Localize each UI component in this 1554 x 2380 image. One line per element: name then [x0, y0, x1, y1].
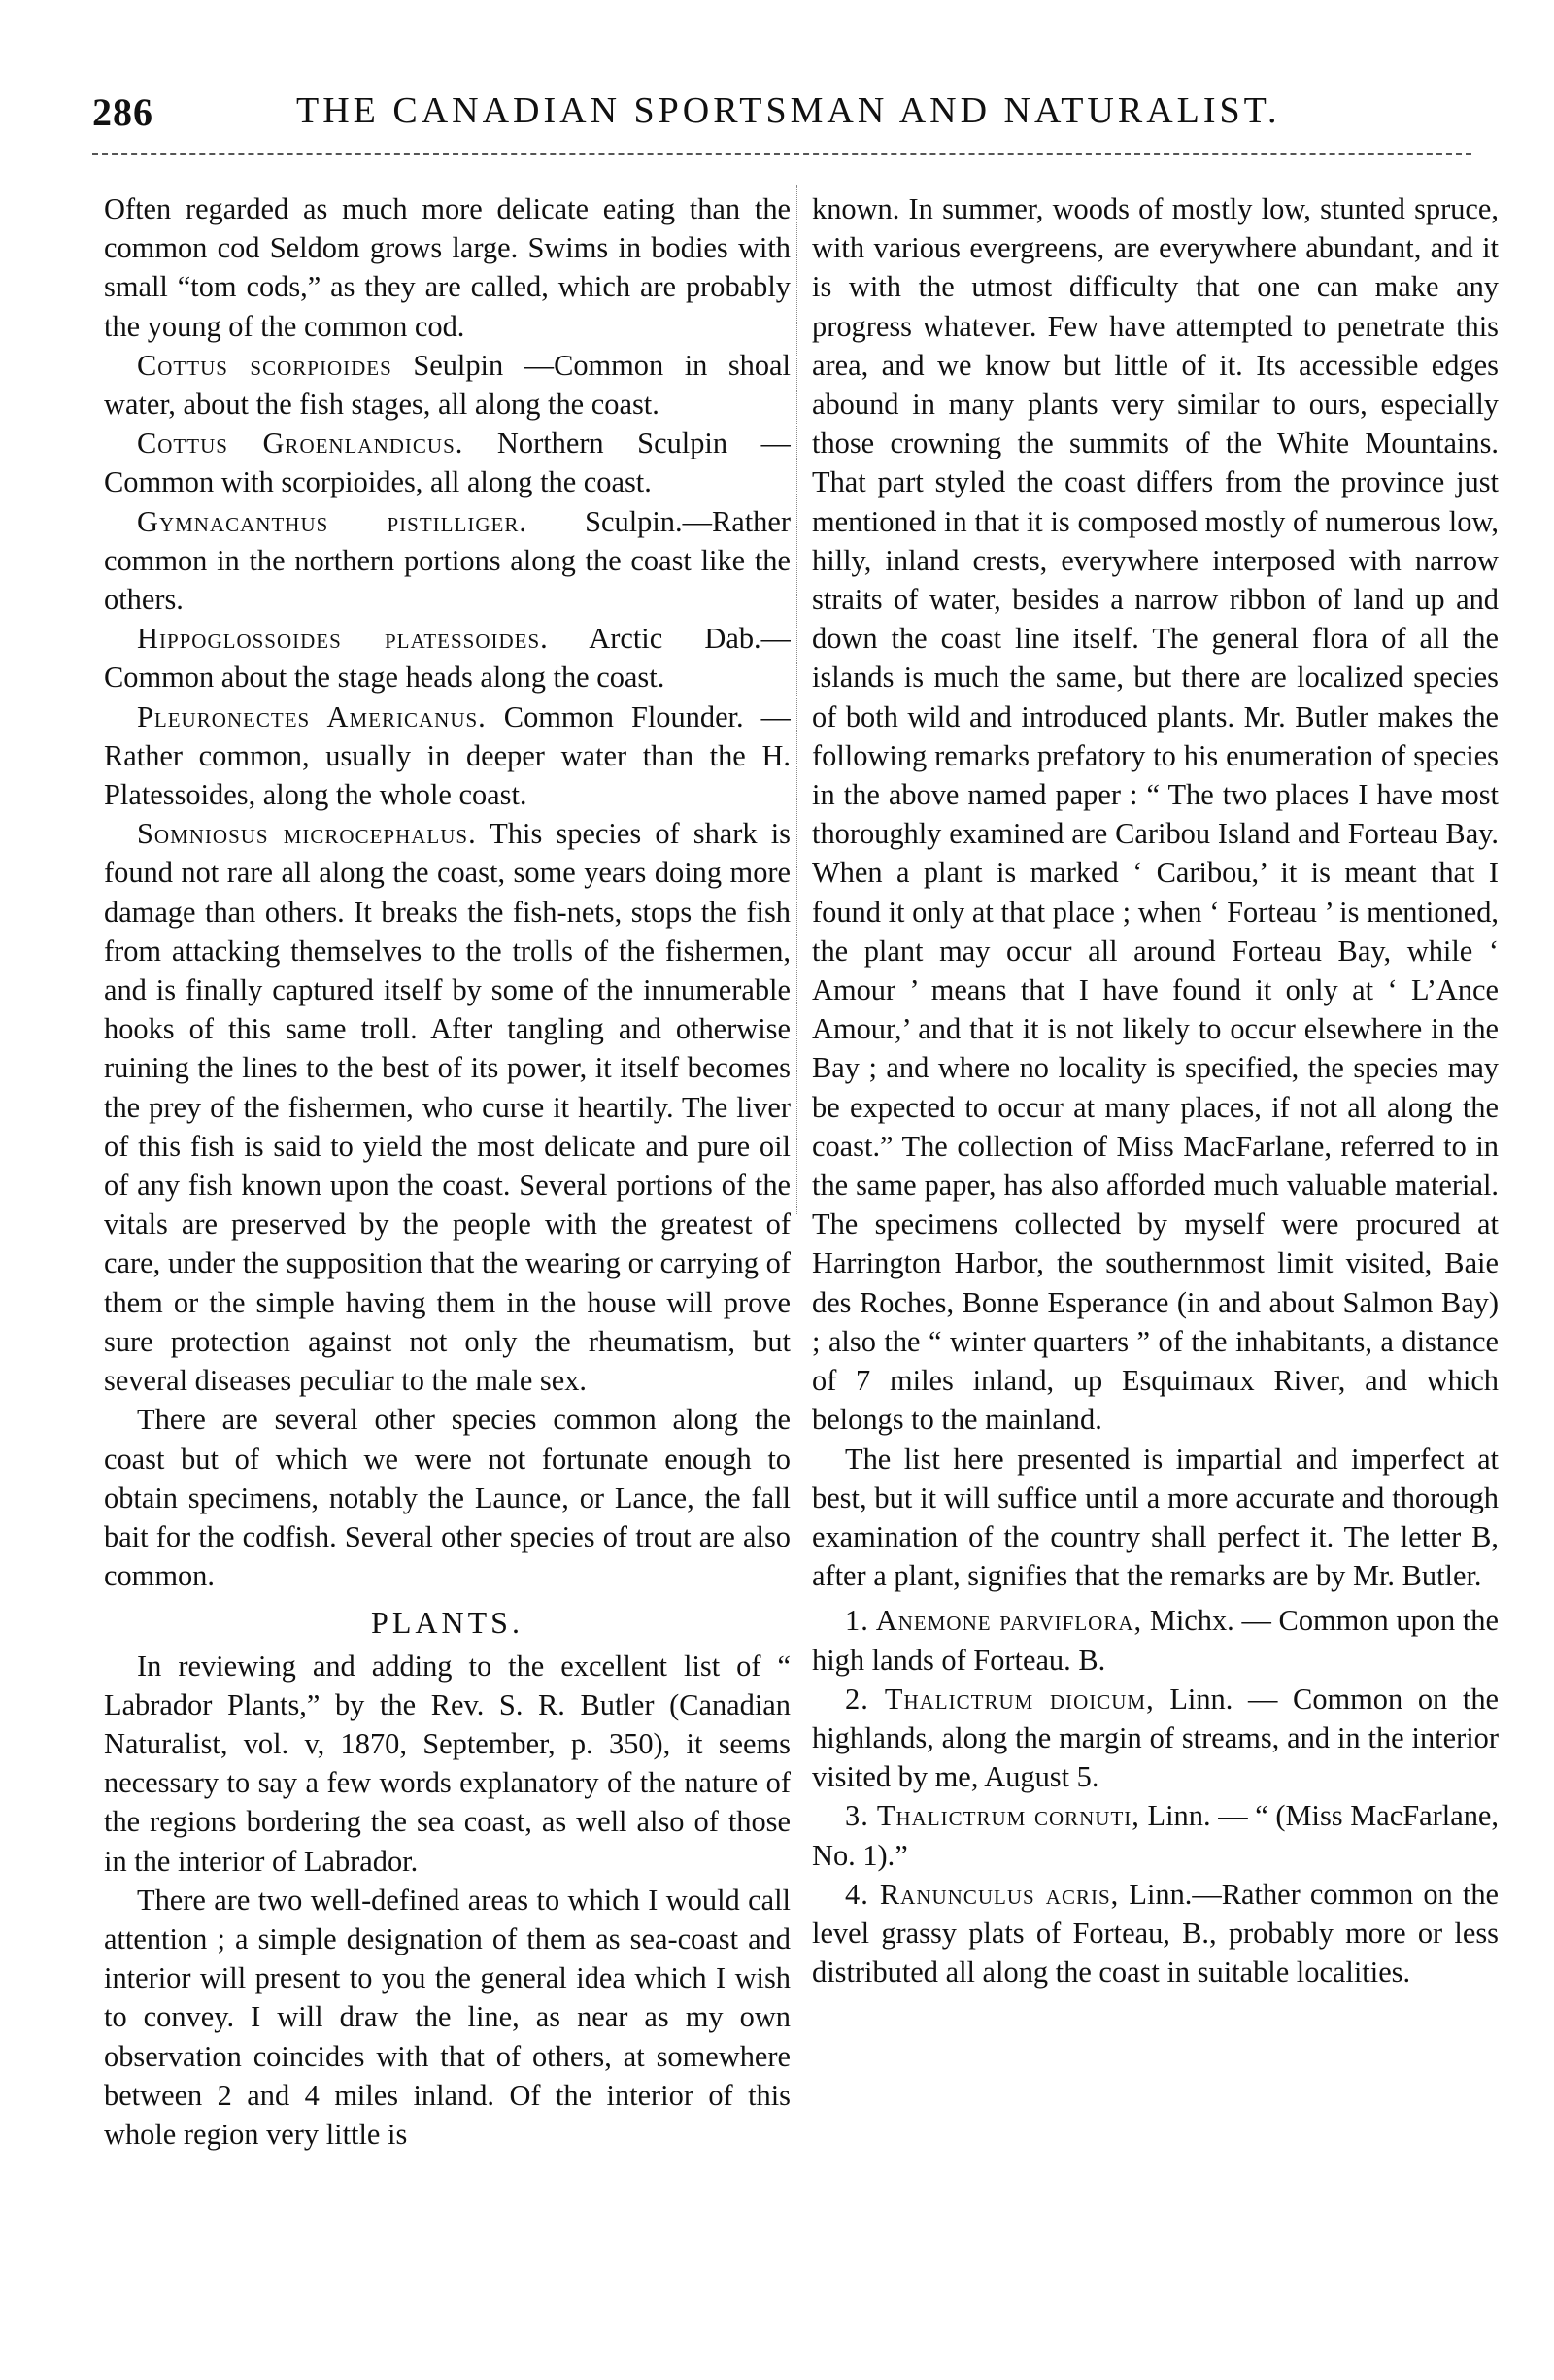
- fish-entry: [104, 346, 791, 424]
- species-text: Linn. — Common on the highlands, along the margin of streams, and in the interior visited by me, August 5.: [812, 1682, 1499, 1794]
- species-text: Linn.—Rather common on the level grassy plats of Forteau, B., probably more or less distributed all along the coast in suitable localities.: [812, 1877, 1499, 1989]
- entry-text: Seulpin —Common in shoal water, about the fish stages, all along the coast.: [104, 348, 791, 422]
- plants-paragraph: [812, 1440, 1499, 1596]
- paragraph-text: Often regarded as much more delicate eating than the common cod Seldom grows large. Swims in bodies with small “tom cods,” as they are called, which are probably the young of the common cod.: [104, 192, 791, 343]
- column-divider: [796, 185, 797, 1214]
- species-label: 2. Thalictrum dioicum,: [845, 1682, 1155, 1716]
- species-label: 1. Anemone parviflora,: [845, 1604, 1143, 1638]
- fish-entry: [104, 502, 791, 620]
- running-title: THE CANADIAN SPORTSMAN AND NATURALIST.: [296, 90, 1281, 131]
- fish-entry: [104, 619, 791, 697]
- species-name: Cottus scorpioides: [137, 348, 392, 382]
- species-name: Pleuronectes Americanus.: [137, 699, 487, 733]
- paragraph-text: known. In summer, woods of mostly low, stunted spruce, with various evergreens, are everywhere abundant, and it is with the utmost difficulty that one can make any progress whatever. Few have attempted to penetrate this area, and we know but little of it. Its accessible edges abound in many plants very similar to ours, especially those crowning the summits of the White Mountains. That part styled the coast differs from the province just mentioned in that it is composed mostly of numerous low, hilly, inland crests, everywhere interposed with narrow straits of water, besides a narrow ribbon of land up and down the coast line itself. The general flora of all the islands is much the same, but there are localized species of both wild and introduced plants. Mr. Butler makes the following remarks prefatory to his enumeration of species in the above named paper : “ The two places I have most thoroughly examined are Caribou Island and Forteau Bay. When a plant is marked ‘ Caribou,’ it is meant that I found it only at that place ; when ‘ Forteau ’ is mentioned, the plant may occur all around Forteau Bay, while ‘ Amour ’ means that I have found it only at ‘ L’Ance Amour,’ and that it is not likely to occur elsewhere in the Bay ; and where no locality is specified, the species may be expected to occur at many places, if not all along the coast.” The collection of Miss MacFarlane, referred to in the same paper, has also afforded much valuable material. The specimens collected by myself were procured at Harrington Harbor, the southernmost limit visited, Baie des Roches, Bonne Esperance (in and about Salmon Bay) ; also the “ winter quarters ” of the inhabitants, a distance of 7 miles inland, up Esquimaux River, and which belongs to the mainland.: [812, 192, 1499, 1437]
- entry-text: Northern Sculpin — Common with scorpioides, all along the coast.: [104, 426, 791, 499]
- species-list-item: [812, 1680, 1499, 1797]
- species-name: Somniosus microcephalus.: [137, 817, 477, 851]
- fish-paragraph: [104, 189, 791, 346]
- entry-text: This species of shark is found not rare all along the coast, some years doing more damage than others. It breaks the fish-nets, stops the fish from attacking themselves to the trolls of the fishermen, and is finally captured itself by some of the innumerable hooks of this same troll. After tangling and otherwise ruining the lines to the best of its power, it itself becomes the prey of the fishermen, who curse it heartily. The liver of this fish is said to yield the most delicate and pure oil of any fish known upon the coast. Several portions of the vitals are preserved by the people with the greatest of care, under the supposition that the wearing or carrying of them or the simple having them in the house will prove sure protection against not only the rheumatism, but several diseases peculiar to the male sex.: [104, 817, 791, 1398]
- paragraph-text: The list here presented is impartial and imperfect at best, but it will suffice until a more accurate and thorough examination of the country shall perfect it. The letter B, after a plant, signifies that the remarks are by Mr. Butler.: [812, 1442, 1499, 1593]
- header-rule: [92, 153, 1471, 155]
- paragraph-text: In reviewing and adding to the excellent list of “ Labrador Plants,” by the Rev. S. R. Butler (Canadian Naturalist, vol. v, 1870, September, p. 350), it seems necessary to say a few words explanatory of the nature of the regions bordering the sea coast, as well also of those in the interior of Labrador.: [104, 1649, 791, 1878]
- right-column: [812, 189, 1499, 2327]
- species-list-item: [812, 1875, 1499, 1992]
- fish-entry: [104, 424, 791, 501]
- species-name: Gymnacanthus pistilliger.: [137, 504, 527, 538]
- plants-paragraph: [104, 1647, 791, 1881]
- species-text: Michx. — Common upon the high lands of Forteau. B.: [812, 1604, 1499, 1677]
- entry-text: Common Flounder. —Rather common, usually in deeper water than the H. Platessoides, along the whole coast.: [104, 699, 791, 812]
- fish-entry: [104, 697, 791, 815]
- species-text: Linn. — “ (Miss MacFarlane, No. 1).”: [812, 1799, 1499, 1872]
- species-name: Hippoglossoides platessoides.: [137, 622, 549, 656]
- fish-entry: [104, 814, 791, 1400]
- plants-paragraph: [104, 1881, 791, 2154]
- page-number: 286: [92, 90, 153, 134]
- species-name: Cottus Groenlandicus.: [137, 426, 464, 460]
- section-title-plants: PLANTS.: [371, 1605, 524, 1641]
- species-list: [812, 1601, 1499, 1991]
- paragraph-text: There are two well-defined areas to which I would call attention ; a simple designation of them as sea-coast and interior will present to you the general idea which I wish to convey. I will draw the line, as near as my own observation coincides with that of others, at somewhere between 2 and 4 miles inland. Of the interior of this whole region very little is: [104, 1883, 791, 2151]
- paragraph-text: There are several other species common along the coast but of which we were not fortunate enough to obtain specimens, notably the Launce, or Lance, the fall bait for the codfish. Several other species of trout are also common.: [104, 1403, 791, 1593]
- species-label: 4. Ranunculus acris,: [845, 1877, 1120, 1911]
- plants-paragraph: [812, 189, 1499, 1440]
- species-list-item: [812, 1796, 1499, 1874]
- left-column: [104, 189, 791, 2327]
- fish-paragraph: [104, 1400, 791, 1595]
- page-header: [92, 89, 1471, 148]
- species-label: 3. Thalictrum cornuti,: [845, 1799, 1140, 1833]
- species-list-item: [812, 1601, 1499, 1679]
- entry-text: Arctic Dab.— Common about the stage heads along the coast.: [104, 622, 791, 695]
- entry-text: Sculpin.—Rather common in the northern portions along the coast like the others.: [104, 504, 791, 617]
